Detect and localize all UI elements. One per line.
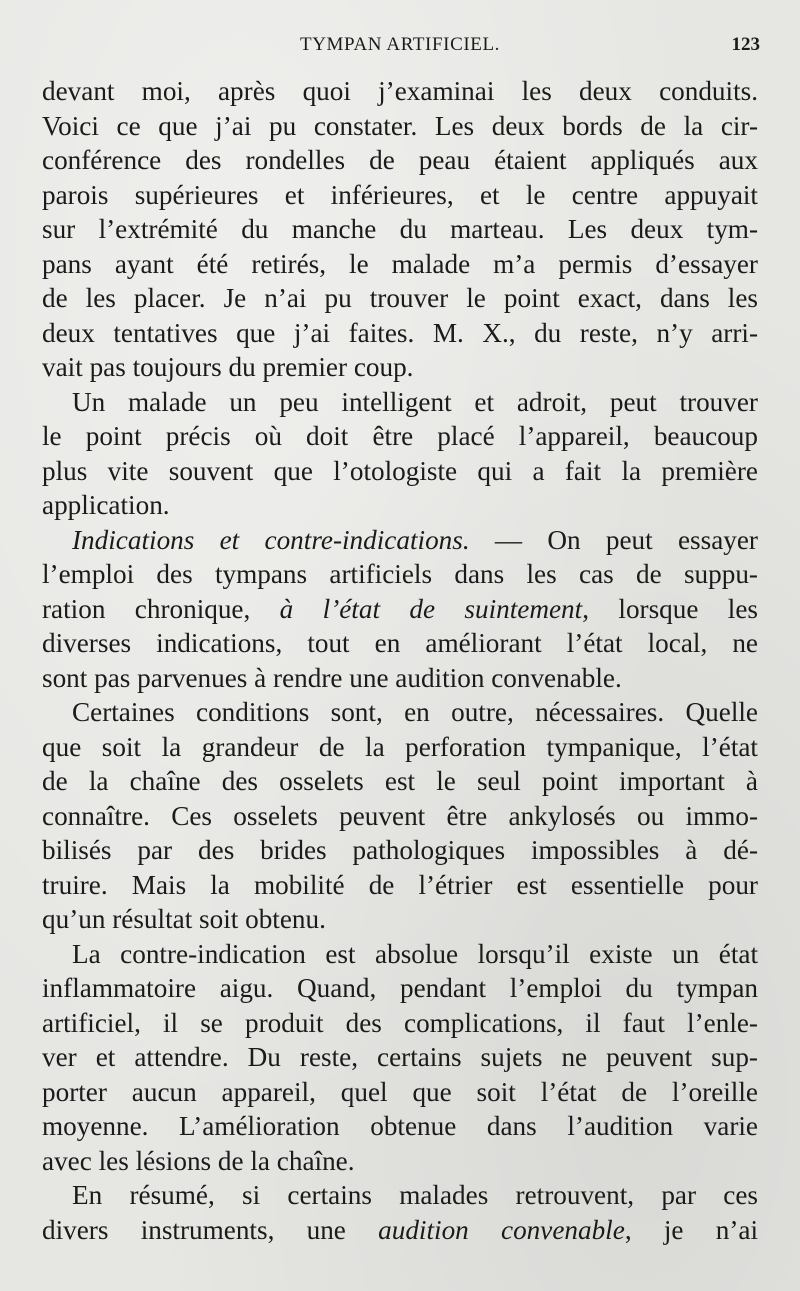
text-line: sur l’extrémité du manche du marteau. Les deux tym- (42, 214, 758, 244)
emphasis-text: à l’état de suintement (279, 593, 583, 624)
text-line: artificiel, il se produit des complications, il faut l’enle- (42, 1007, 758, 1038)
text-line: divers instruments, une audition convenable, je n’ai (42, 1214, 759, 1245)
text-line: truire. Mais la mobilité de l’étrier est essentielle pour (42, 869, 758, 900)
paragraph-first-line: Un malade un peu intelligent et adroit, peut trouver (72, 386, 758, 417)
text-line: parois supérieures et inférieures, et le centre appuyait (42, 179, 758, 210)
section-heading-line: Indications et contre-indications. — On peut essayer (72, 524, 758, 555)
text-line: application. (42, 490, 170, 520)
text-line: devant moi, après quoi j’examinai les deux conduits. (42, 76, 758, 106)
text-line: avec les lésions de la chaîne. (42, 1145, 355, 1176)
text-line: que soit la grandeur de la perforation tympanique, l’état (42, 731, 758, 762)
page-number: 123 (731, 34, 760, 55)
text-line: deux tentatives que j’ai faites. M. X., du reste, n’y arri- (42, 317, 758, 348)
text-line: porter aucun appareil, quel que soit l’état de l’oreille (42, 1076, 758, 1107)
emphasis-text: audition convenable (378, 1214, 625, 1245)
body-text (42, 74, 758, 1247)
text-line: ver et attendre. Du reste, certains sujets ne peuvent sup- (42, 1042, 758, 1072)
text-line: plus vite souvent que l’otologiste qui a fait la première (42, 455, 758, 486)
text-line: conférence des rondelles de peau étaient appliqués aux (42, 145, 758, 175)
page-header (42, 34, 760, 60)
paragraph-first-line: Certaines conditions sont, en outre, nécessaires. Quelle (72, 697, 758, 727)
text-line: de les placer. Je n’ai pu trouver le point exact, dans les (42, 283, 758, 313)
paragraph-first-line: La contre-indication est absolue lorsqu’il existe un état (72, 938, 758, 969)
text-line: bilisés par des brides pathologiques impossibles à dé- (42, 835, 758, 865)
text-line: moyenne. L’amélioration obtenue dans l’audition varie (42, 1111, 758, 1141)
running-head: TYMPAN ARTIFICIEL. (300, 34, 501, 55)
text-line: qu’un résultat soit obtenu. (42, 904, 326, 934)
section-heading: Indications et contre-indications. (72, 524, 470, 555)
text-line: pans ayant été retirés, le malade m’a permis d’essayer (42, 248, 758, 279)
text-line: l’emploi des tympans artificiels dans les cas de suppu- (42, 559, 758, 589)
paragraph-first-line: En résumé, si certains malades retrouvent, par ces (72, 1180, 758, 1210)
text-line: vait pas toujours du premier coup. (42, 352, 414, 382)
text-line: diverses indications, tout en améliorant l’état local, ne (42, 628, 758, 658)
text-line: sont pas parvenues à rendre une audition convenable. (42, 662, 622, 693)
text-line: ration chronique, à l’état de suintement, lorsque les (42, 593, 758, 624)
text-line: Voici ce que j’ai pu constater. Les deux bords de la cir- (42, 110, 758, 141)
text-line: connaître. Ces osselets peuvent être ankylosés ou immo- (42, 800, 758, 831)
text-line: le point précis où doit être placé l’appareil, beaucoup (42, 421, 758, 451)
text-line: inflammatoire aigu. Quand, pendant l’emploi du tympan (42, 973, 758, 1003)
text-line: de la chaîne des osselets est le seul point important à (42, 766, 758, 796)
